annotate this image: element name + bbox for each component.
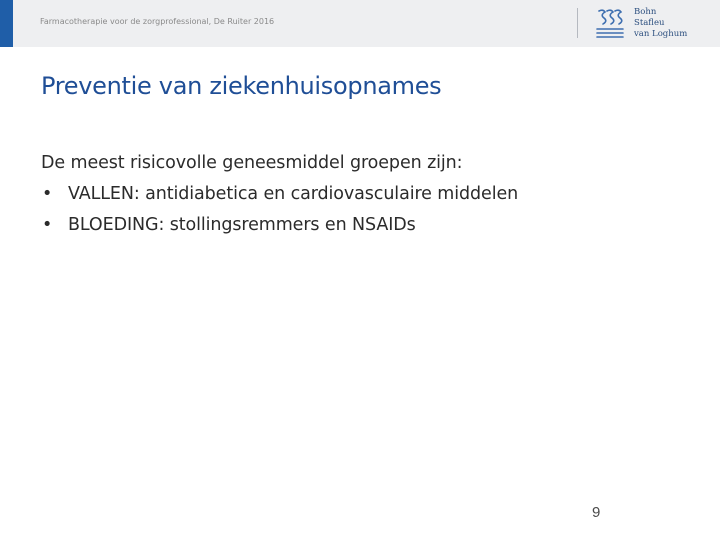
bullet-text: VALLEN: antidiabetica en cardiovasculaire middelen bbox=[68, 184, 519, 204]
bullet-list bbox=[41, 179, 518, 241]
bullet-dot-icon: • bbox=[42, 184, 53, 204]
logo-line-2: Stafleu bbox=[634, 18, 665, 28]
logo-divider bbox=[577, 8, 578, 38]
logo-text bbox=[634, 7, 687, 40]
logo-line-3: van Loghum bbox=[634, 29, 688, 39]
running-header: Farmacotherapie voor de zorgprofessional, De Ruiter 2016 bbox=[40, 17, 275, 26]
slide-body bbox=[41, 148, 518, 241]
bsl-logo-mark-icon bbox=[594, 8, 626, 38]
intro-text: De meest risicovolle geneesmiddel groepen zijn: bbox=[41, 153, 463, 173]
list-item bbox=[41, 179, 518, 210]
accent-bar bbox=[0, 0, 13, 47]
slide-title: Preventie van ziekenhuisopnames bbox=[41, 72, 442, 100]
bullet-text: BLOEDING: stollingsremmers en NSAIDs bbox=[68, 215, 416, 235]
list-item bbox=[41, 210, 518, 241]
bullet-dot-icon: • bbox=[42, 215, 53, 235]
logo-line-1: Bohn bbox=[634, 7, 657, 17]
header-band bbox=[0, 0, 720, 47]
publisher-logo bbox=[594, 8, 694, 40]
page-number: 9 bbox=[592, 504, 601, 521]
